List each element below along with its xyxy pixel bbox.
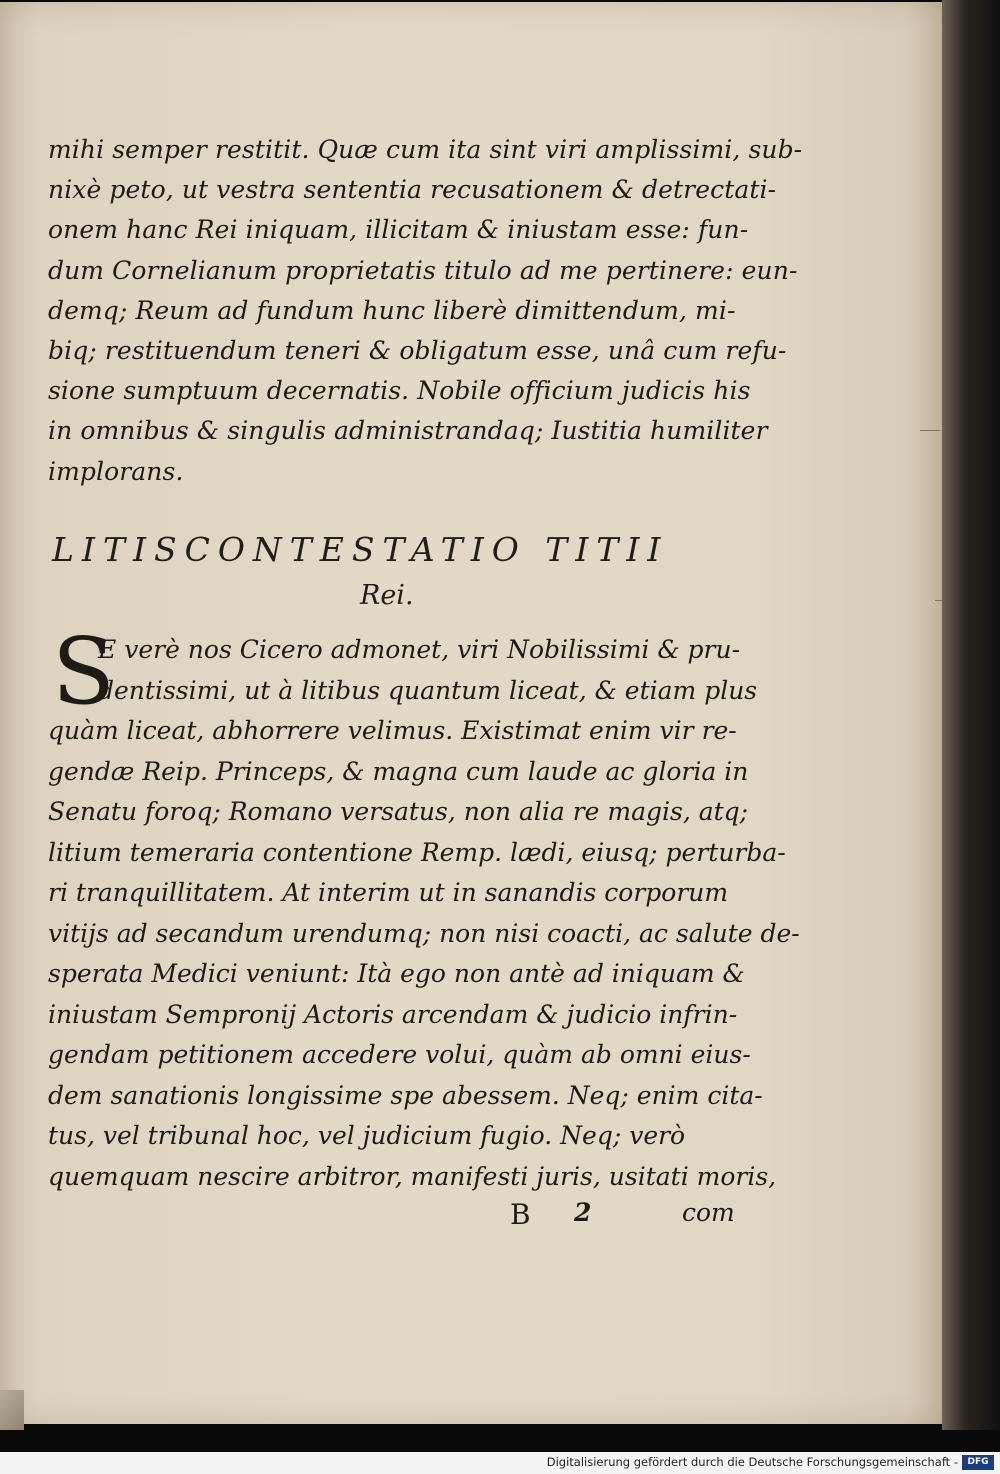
text-line: Senatu foroq; Romano versatus, non alia re magis, atq;	[48, 797, 749, 826]
dfg-logo: DFG	[962, 1455, 994, 1470]
text-line: vitijs ad secandum urendumq; non nisi coacti, ac salute de-	[48, 918, 800, 948]
book-page	[0, 2, 942, 1424]
paragraph-2	[48, 630, 800, 1197]
dfg-credit-text: Digitalisierung gefördert durch die Deutsche Forschungsgemeinschaft -	[546, 1455, 958, 1469]
text-line: gendam petitionem accedere volui, quàm ab omni eius-	[48, 1040, 751, 1069]
text-line: ri tranquillitatem. At interim ut in sanandis corporum	[48, 878, 729, 907]
text-line: quemquam nescire arbitror, manifesti juris, usitati moris,	[48, 1161, 777, 1191]
page-number: 2	[574, 1198, 592, 1227]
page-corner	[0, 1390, 24, 1430]
text-line: tus, vel tribunal hoc, vel judicium fugio. Neq; verò	[48, 1121, 686, 1150]
text-line: sperata Medici veniunt: Ità ego non antè ad iniquam &	[48, 959, 745, 988]
text-line: E verè nos Cicero admonet, viri Nobilissimi & pru-	[98, 635, 741, 664]
margin-mark	[935, 600, 942, 601]
catchword: com	[682, 1198, 735, 1227]
signature-mark: B	[510, 1198, 531, 1231]
page-footer	[510, 1198, 740, 1238]
section-subheading: Rei.	[360, 580, 414, 611]
book-gutter-shadow	[942, 0, 1000, 1430]
text-line: in omnibus & singulis administrandaq; Iustitia humiliter	[48, 416, 768, 446]
drop-cap-initial: S	[52, 618, 116, 725]
margin-mark	[920, 430, 940, 431]
text-line: quàm liceat, abhorrere velimus. Existimat enim vir re-	[48, 716, 737, 745]
text-line: sione sumptuum decernatis. Nobile officium judicis his	[48, 376, 751, 406]
text-line: dem sanationis longissime spe abessem. Neq; enim cita-	[48, 1080, 763, 1110]
text-line: implorans.	[48, 456, 184, 486]
text-line: demq; Reum ad fundum hunc liberè dimittendum, mi-	[48, 295, 736, 325]
text-line: biq; restituendum teneri & obligatum esse, unâ cum refu-	[48, 335, 787, 365]
text-line: litium temeraria contentione Remp. lædi, eiusq; perturba-	[48, 837, 786, 867]
dfg-credit-bar	[0, 1452, 1000, 1474]
text-line: iniustam Sempronij Actoris arcendam & judicio infrin-	[48, 999, 738, 1029]
text-line: onem hanc Rei iniquam, illicitam & iniustam esse: fun-	[48, 215, 749, 245]
text-line: mihi semper restitit. Quæ cum ita sint viri amplissimi, sub-	[48, 135, 803, 164]
text-line: dum Cornelianum proprietatis titulo ad me pertinere: eun-	[48, 255, 798, 285]
section-heading: LITISCONTESTATIO TITII	[52, 530, 669, 569]
text-line: dentissimi, ut à litibus quantum liceat, & etiam plus	[98, 675, 758, 705]
paragraph-1	[48, 130, 803, 492]
text-line: gendæ Reip. Princeps, & magna cum laude ac gloria in	[48, 756, 749, 786]
text-line: nixè peto, ut vestra sententia recusationem & detrectati-	[48, 175, 777, 205]
